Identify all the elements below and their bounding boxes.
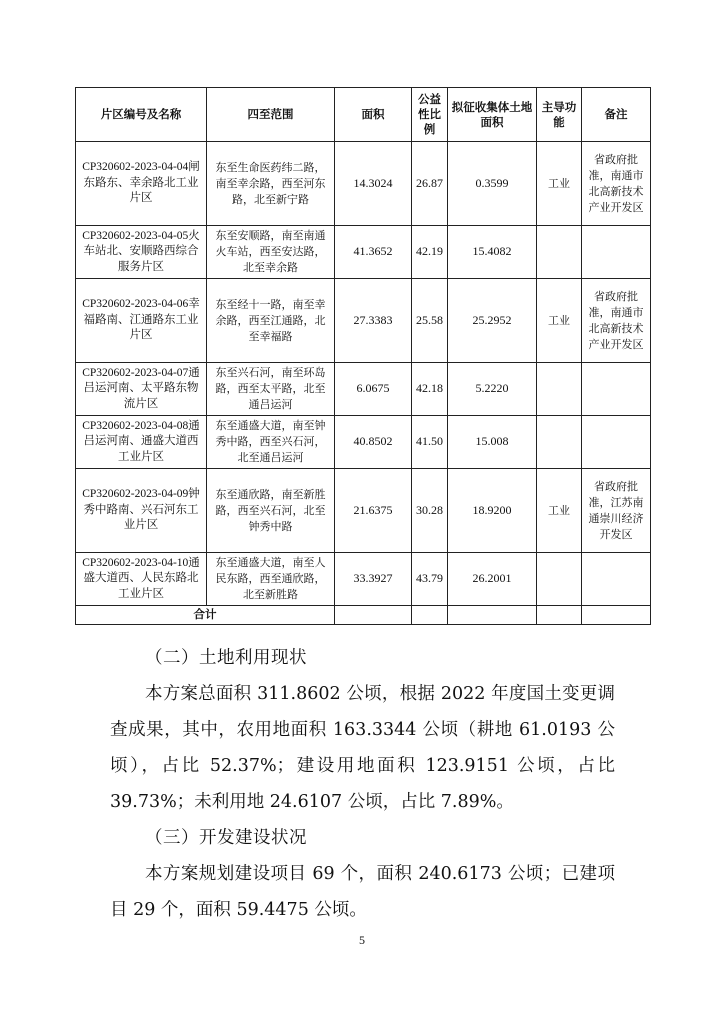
zone-ratio: 43.79 xyxy=(412,553,448,606)
zone-note: 省政府批准，江苏南通崇川经济开发区 xyxy=(582,469,651,553)
zone-note xyxy=(582,226,651,279)
total-label-cell xyxy=(76,606,335,625)
zone-ratio: 25.58 xyxy=(412,279,448,363)
zone-name: CP320602-2023-04-06幸福路南、江通路东工业片区 xyxy=(76,279,207,363)
total-note-cell xyxy=(582,606,651,625)
zone-name: CP320602-2023-04-04闸东路东、幸余路北工业片区 xyxy=(76,142,207,226)
section-heading-land-use: （二）土地利用现状 xyxy=(145,648,307,668)
body-text xyxy=(110,640,615,928)
zone-function xyxy=(537,553,582,606)
zone-boundary: 东至生命医药纬二路，南至幸余路，西至河东路，北至新宁路 xyxy=(207,142,335,226)
zone-function xyxy=(537,416,582,469)
zone-name: CP320602-2023-04-07通吕运河南、太平路东物流片区 xyxy=(76,363,207,416)
table-total-row xyxy=(76,606,651,625)
page-number: 5 xyxy=(359,933,365,947)
zone-area: 27.3383 xyxy=(335,279,412,363)
table-row xyxy=(76,363,651,416)
zone-collective-land: 18.9200 xyxy=(448,469,537,553)
header-note: 备注 xyxy=(582,88,651,142)
zone-note: 省政府批准，南通市北高新技术产业开发区 xyxy=(582,279,651,363)
total-collective-cell xyxy=(448,606,537,625)
zone-note xyxy=(582,553,651,606)
zone-function xyxy=(537,363,582,416)
header-boundary: 四至范围 xyxy=(207,88,335,142)
zone-function: 工业 xyxy=(537,142,582,226)
zone-function: 工业 xyxy=(537,279,582,363)
table-row xyxy=(76,142,651,226)
land-zone-table xyxy=(75,87,651,625)
header-name: 片区编号及名称 xyxy=(76,88,207,142)
zone-collective-land: 0.3599 xyxy=(448,142,537,226)
total-function-cell xyxy=(537,606,582,625)
zone-ratio: 42.19 xyxy=(412,226,448,279)
header-area: 面积 xyxy=(335,88,412,142)
zone-area: 40.8502 xyxy=(335,416,412,469)
zone-name: CP320602-2023-04-08通吕运河南、通盛大道西工业片区 xyxy=(76,416,207,469)
zone-note xyxy=(582,416,651,469)
total-area-cell xyxy=(335,606,412,625)
zone-area: 41.3652 xyxy=(335,226,412,279)
zone-ratio: 26.87 xyxy=(412,142,448,226)
zone-collective-land: 25.2952 xyxy=(448,279,537,363)
table-header-row xyxy=(76,88,651,142)
header-collective-land: 拟征收集体土地面积 xyxy=(448,88,537,142)
table-row xyxy=(76,416,651,469)
zone-ratio: 30.28 xyxy=(412,469,448,553)
zone-collective-land: 5.2220 xyxy=(448,363,537,416)
zone-boundary: 东至经十一路，南至幸余路，西至江通路，北至幸福路 xyxy=(207,279,335,363)
zone-collective-land: 26.2001 xyxy=(448,553,537,606)
zone-area: 14.3024 xyxy=(335,142,412,226)
zone-boundary: 东至通盛大道，南至人民东路，西至通欣路，北至新胜路 xyxy=(207,553,335,606)
zone-name: CP320602-2023-04-05火车站北、安顺路西综合服务片区 xyxy=(76,226,207,279)
zone-boundary: 东至兴石河，南至环岛路，西至太平路，北至通吕运河 xyxy=(207,363,335,416)
paragraph-land-use: 本方案总面积 311.8602 公顷，根据 2022 年度国土变更调查成果，其中，农用地面积 163.3344 公顷（耕地 61.0193 公顷），占比 52.37%；建设用地面积 123.9151 公顷，占比 39.73%；未利用地 24.6107 公顷，占比 7.89%。 xyxy=(110,684,615,812)
zone-note xyxy=(582,363,651,416)
table-row xyxy=(76,279,651,363)
table-row xyxy=(76,553,651,606)
zone-area: 33.3927 xyxy=(335,553,412,606)
zone-name: CP320602-2023-04-09钟秀中路南、兴石河东工业片区 xyxy=(76,469,207,553)
zone-boundary: 东至通盛大道，南至钟秀中路，西至兴石河，北至通吕运河 xyxy=(207,416,335,469)
total-label: 合计 xyxy=(193,607,217,622)
paragraph-development: 本方案规划建设项目 69 个，面积 240.6173 公顷；已建项目 29 个，面积 59.4475 公顷。 xyxy=(110,864,615,920)
zone-boundary: 东至安顺路，南至南通火车站，西至安达路，北至幸余路 xyxy=(207,226,335,279)
zone-ratio: 42.18 xyxy=(412,363,448,416)
zone-name: CP320602-2023-04-10通盛大道西、人民东路北工业片区 xyxy=(76,553,207,606)
zone-collective-land: 15.008 xyxy=(448,416,537,469)
zone-ratio: 41.50 xyxy=(412,416,448,469)
table-row xyxy=(76,226,651,279)
zone-boundary: 东至通欣路，南至新胜路，西至兴石河，北至钟秀中路 xyxy=(207,469,335,553)
header-ratio: 公益性比例 xyxy=(412,88,448,142)
zone-area: 6.0675 xyxy=(335,363,412,416)
section-heading-development: （三）开发建设状况 xyxy=(145,828,307,848)
zone-collective-land: 15.4082 xyxy=(448,226,537,279)
zone-function: 工业 xyxy=(537,469,582,553)
header-function: 主导功能 xyxy=(537,88,582,142)
zone-function xyxy=(537,226,582,279)
table-row xyxy=(76,469,651,553)
zone-area: 21.6375 xyxy=(335,469,412,553)
total-ratio-cell xyxy=(412,606,448,625)
zone-note: 省政府批准，南通市北高新技术产业开发区 xyxy=(582,142,651,226)
